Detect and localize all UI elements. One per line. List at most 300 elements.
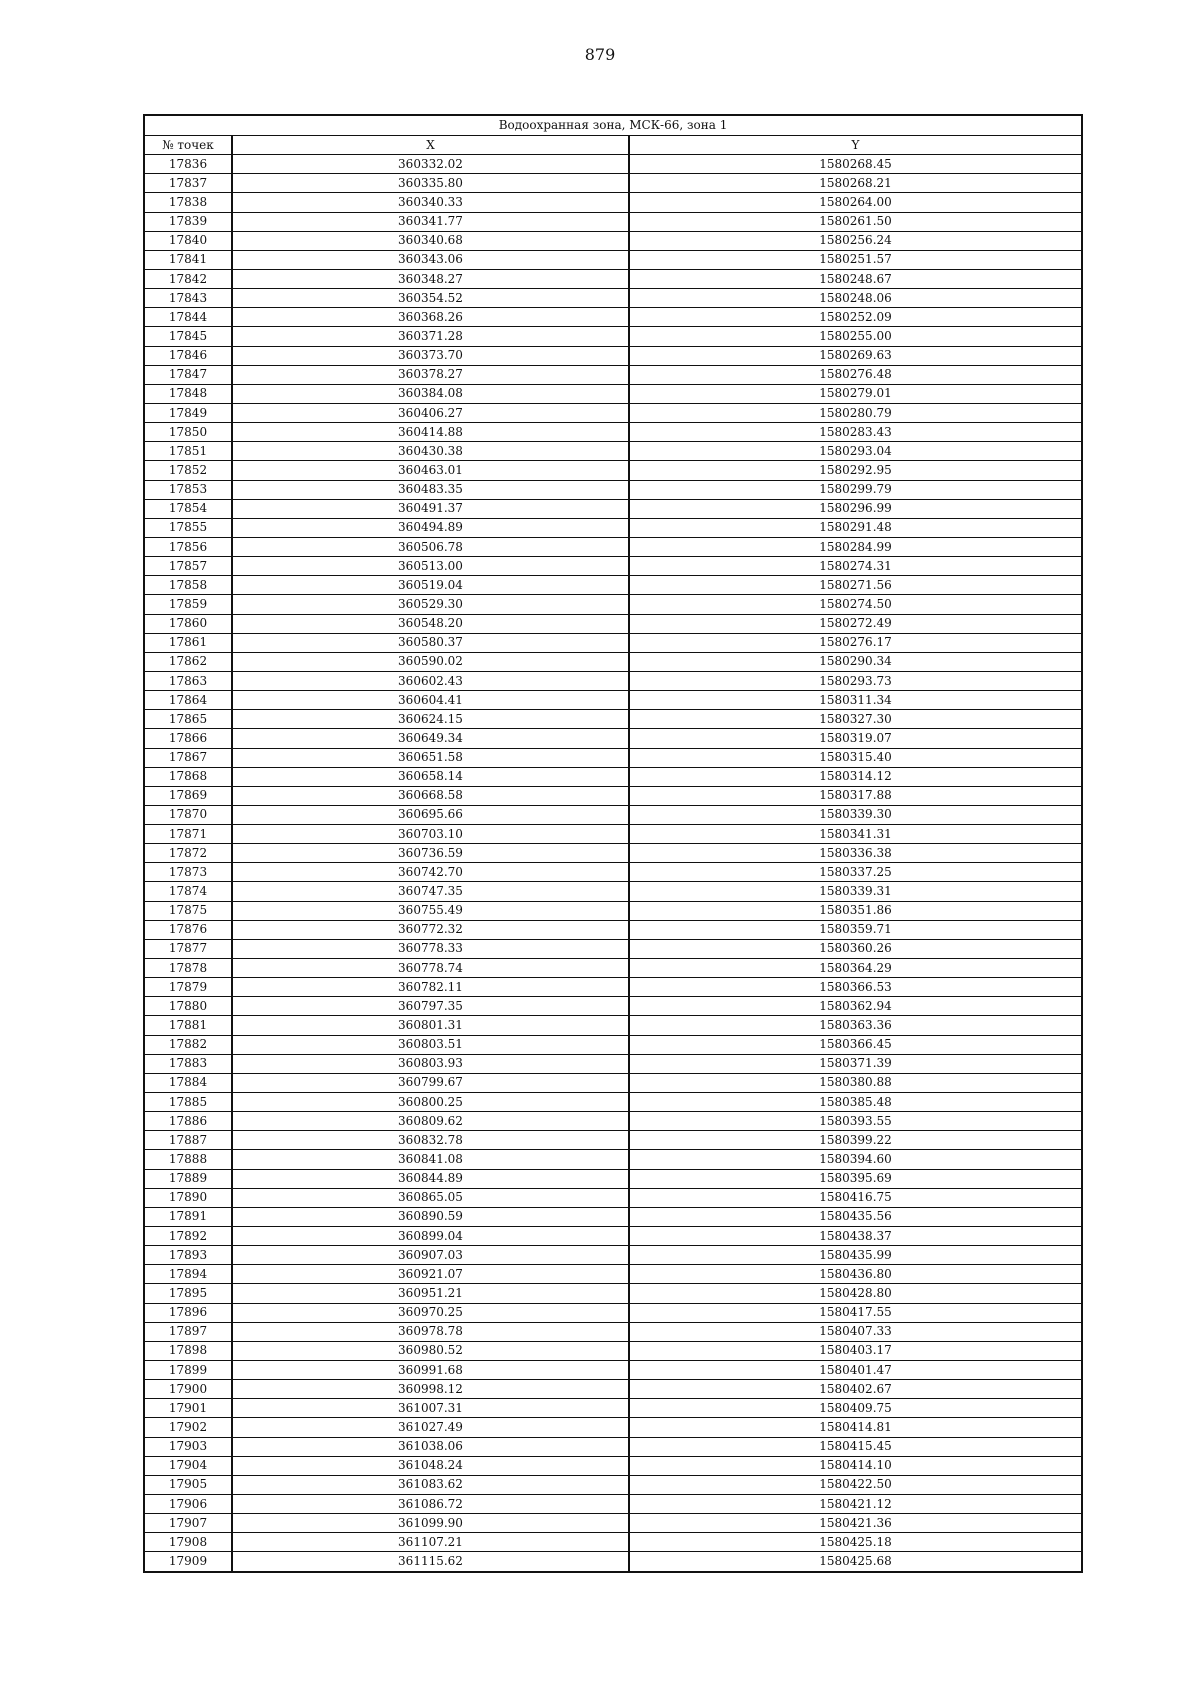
point-number-cell: 17894 xyxy=(144,1265,232,1284)
x-coordinate-cell: 360384.08 xyxy=(232,384,629,403)
point-number-cell: 17903 xyxy=(144,1437,232,1456)
x-coordinate-cell: 360921.07 xyxy=(232,1265,629,1284)
x-coordinate-cell: 360772.32 xyxy=(232,920,629,939)
x-coordinate-cell: 360332.02 xyxy=(232,155,629,174)
y-coordinate-cell: 1580395.69 xyxy=(629,1169,1082,1188)
x-coordinate-cell: 360335.80 xyxy=(232,174,629,193)
table-row xyxy=(144,1494,1082,1513)
table-row xyxy=(144,825,1082,844)
point-number-cell: 17865 xyxy=(144,710,232,729)
table-row xyxy=(144,1552,1082,1572)
table-row xyxy=(144,1303,1082,1322)
y-coordinate-cell: 1580252.09 xyxy=(629,308,1082,327)
point-number-cell: 17907 xyxy=(144,1514,232,1533)
y-coordinate-cell: 1580251.57 xyxy=(629,250,1082,269)
table-body xyxy=(144,155,1082,1572)
x-coordinate-cell: 360494.89 xyxy=(232,518,629,537)
table-row xyxy=(144,1207,1082,1226)
table-row xyxy=(144,1016,1082,1035)
y-coordinate-cell: 1580407.33 xyxy=(629,1322,1082,1341)
x-coordinate-cell: 360602.43 xyxy=(232,671,629,690)
point-number-cell: 17892 xyxy=(144,1227,232,1246)
y-coordinate-cell: 1580371.39 xyxy=(629,1054,1082,1073)
x-coordinate-cell: 360865.05 xyxy=(232,1188,629,1207)
y-coordinate-cell: 1580319.07 xyxy=(629,729,1082,748)
x-coordinate-cell: 360649.34 xyxy=(232,729,629,748)
table-row xyxy=(144,1035,1082,1054)
y-coordinate-cell: 1580256.24 xyxy=(629,231,1082,250)
point-number-cell: 17899 xyxy=(144,1361,232,1380)
point-number-cell: 17845 xyxy=(144,327,232,346)
table-row xyxy=(144,978,1082,997)
y-coordinate-cell: 1580276.48 xyxy=(629,365,1082,384)
table-row xyxy=(144,671,1082,690)
point-number-cell: 17878 xyxy=(144,959,232,978)
table-row xyxy=(144,193,1082,212)
table-row xyxy=(144,1475,1082,1494)
point-number-cell: 17902 xyxy=(144,1418,232,1437)
point-number-cell: 17897 xyxy=(144,1322,232,1341)
point-number-cell: 17888 xyxy=(144,1150,232,1169)
point-number-cell: 17850 xyxy=(144,423,232,442)
x-coordinate-cell: 361086.72 xyxy=(232,1494,629,1513)
y-coordinate-cell: 1580272.49 xyxy=(629,614,1082,633)
point-number-cell: 17852 xyxy=(144,461,232,480)
x-coordinate-cell: 361099.90 xyxy=(232,1514,629,1533)
y-coordinate-cell: 1580293.73 xyxy=(629,671,1082,690)
table-row xyxy=(144,729,1082,748)
table-row xyxy=(144,518,1082,537)
x-coordinate-cell: 360483.35 xyxy=(232,480,629,499)
table-row xyxy=(144,1437,1082,1456)
x-coordinate-cell: 360529.30 xyxy=(232,595,629,614)
point-number-cell: 17895 xyxy=(144,1284,232,1303)
point-number-cell: 17846 xyxy=(144,346,232,365)
point-number-cell: 17882 xyxy=(144,1035,232,1054)
table-row xyxy=(144,250,1082,269)
x-coordinate-cell: 360998.12 xyxy=(232,1380,629,1399)
x-coordinate-cell: 360978.78 xyxy=(232,1322,629,1341)
header-point-number: № точек xyxy=(144,136,232,155)
x-coordinate-cell: 360801.31 xyxy=(232,1016,629,1035)
y-coordinate-cell: 1580393.55 xyxy=(629,1112,1082,1131)
table-row xyxy=(144,499,1082,518)
point-number-cell: 17851 xyxy=(144,442,232,461)
y-coordinate-cell: 1580364.29 xyxy=(629,959,1082,978)
table-row xyxy=(144,461,1082,480)
table-row xyxy=(144,1054,1082,1073)
x-coordinate-cell: 360668.58 xyxy=(232,786,629,805)
y-coordinate-cell: 1580269.63 xyxy=(629,346,1082,365)
y-coordinate-cell: 1580274.31 xyxy=(629,557,1082,576)
y-coordinate-cell: 1580271.56 xyxy=(629,576,1082,595)
y-coordinate-cell: 1580280.79 xyxy=(629,403,1082,422)
table-row xyxy=(144,212,1082,231)
table-row xyxy=(144,1073,1082,1092)
point-number-cell: 17880 xyxy=(144,997,232,1016)
y-coordinate-cell: 1580435.56 xyxy=(629,1207,1082,1226)
x-coordinate-cell: 360406.27 xyxy=(232,403,629,422)
y-coordinate-cell: 1580385.48 xyxy=(629,1093,1082,1112)
x-coordinate-cell: 360368.26 xyxy=(232,308,629,327)
table-row xyxy=(144,959,1082,978)
table-row xyxy=(144,442,1082,461)
header-y: Y xyxy=(629,136,1082,155)
y-coordinate-cell: 1580351.86 xyxy=(629,901,1082,920)
x-coordinate-cell: 360548.20 xyxy=(232,614,629,633)
header-x: X xyxy=(232,136,629,155)
table-row xyxy=(144,1246,1082,1265)
table-row xyxy=(144,652,1082,671)
table-row xyxy=(144,710,1082,729)
table-row xyxy=(144,882,1082,901)
y-coordinate-cell: 1580414.81 xyxy=(629,1418,1082,1437)
x-coordinate-cell: 360430.38 xyxy=(232,442,629,461)
y-coordinate-cell: 1580293.04 xyxy=(629,442,1082,461)
table-row xyxy=(144,1227,1082,1246)
point-number-cell: 17881 xyxy=(144,1016,232,1035)
point-number-cell: 17887 xyxy=(144,1131,232,1150)
point-number-cell: 17886 xyxy=(144,1112,232,1131)
x-coordinate-cell: 360899.04 xyxy=(232,1227,629,1246)
y-coordinate-cell: 1580268.45 xyxy=(629,155,1082,174)
x-coordinate-cell: 360832.78 xyxy=(232,1131,629,1150)
point-number-cell: 17879 xyxy=(144,978,232,997)
x-coordinate-cell: 360755.49 xyxy=(232,901,629,920)
y-coordinate-cell: 1580359.71 xyxy=(629,920,1082,939)
table-row xyxy=(144,155,1082,174)
table-row xyxy=(144,1418,1082,1437)
table-row xyxy=(144,595,1082,614)
y-coordinate-cell: 1580360.26 xyxy=(629,939,1082,958)
y-coordinate-cell: 1580438.37 xyxy=(629,1227,1082,1246)
point-number-cell: 17908 xyxy=(144,1533,232,1552)
x-coordinate-cell: 360491.37 xyxy=(232,499,629,518)
point-number-cell: 17885 xyxy=(144,1093,232,1112)
point-number-cell: 17904 xyxy=(144,1456,232,1475)
coordinates-table xyxy=(143,114,1083,1573)
x-coordinate-cell: 360651.58 xyxy=(232,748,629,767)
y-coordinate-cell: 1580248.67 xyxy=(629,269,1082,288)
x-coordinate-cell: 360797.35 xyxy=(232,997,629,1016)
x-coordinate-cell: 360782.11 xyxy=(232,978,629,997)
y-coordinate-cell: 1580284.99 xyxy=(629,537,1082,556)
y-coordinate-cell: 1580414.10 xyxy=(629,1456,1082,1475)
y-coordinate-cell: 1580380.88 xyxy=(629,1073,1082,1092)
point-number-cell: 17874 xyxy=(144,882,232,901)
point-number-cell: 17853 xyxy=(144,480,232,499)
y-coordinate-cell: 1580276.17 xyxy=(629,633,1082,652)
x-coordinate-cell: 360907.03 xyxy=(232,1246,629,1265)
table-title-row xyxy=(144,115,1082,136)
table-row xyxy=(144,346,1082,365)
table-row xyxy=(144,1131,1082,1150)
x-coordinate-cell: 360800.25 xyxy=(232,1093,629,1112)
y-coordinate-cell: 1580402.67 xyxy=(629,1380,1082,1399)
y-coordinate-cell: 1580366.53 xyxy=(629,978,1082,997)
point-number-cell: 17898 xyxy=(144,1341,232,1360)
table-row xyxy=(144,1514,1082,1533)
table-row xyxy=(144,633,1082,652)
x-coordinate-cell: 361007.31 xyxy=(232,1399,629,1418)
x-coordinate-cell: 360841.08 xyxy=(232,1150,629,1169)
x-coordinate-cell: 360506.78 xyxy=(232,537,629,556)
point-number-cell: 17891 xyxy=(144,1207,232,1226)
y-coordinate-cell: 1580339.30 xyxy=(629,805,1082,824)
point-number-cell: 17869 xyxy=(144,786,232,805)
table-row xyxy=(144,1169,1082,1188)
table-row xyxy=(144,805,1082,824)
table-row xyxy=(144,557,1082,576)
y-coordinate-cell: 1580403.17 xyxy=(629,1341,1082,1360)
table-header-row xyxy=(144,136,1082,155)
x-coordinate-cell: 360747.35 xyxy=(232,882,629,901)
table-row xyxy=(144,614,1082,633)
x-coordinate-cell: 360703.10 xyxy=(232,825,629,844)
x-coordinate-cell: 360736.59 xyxy=(232,844,629,863)
table-row xyxy=(144,1112,1082,1131)
point-number-cell: 17843 xyxy=(144,289,232,308)
point-number-cell: 17848 xyxy=(144,384,232,403)
y-coordinate-cell: 1580264.00 xyxy=(629,193,1082,212)
x-coordinate-cell: 360378.27 xyxy=(232,365,629,384)
x-coordinate-cell: 360604.41 xyxy=(232,691,629,710)
x-coordinate-cell: 360890.59 xyxy=(232,1207,629,1226)
point-number-cell: 17840 xyxy=(144,231,232,250)
y-coordinate-cell: 1580425.68 xyxy=(629,1552,1082,1572)
table-row xyxy=(144,174,1082,193)
y-coordinate-cell: 1580292.95 xyxy=(629,461,1082,480)
x-coordinate-cell: 360695.66 xyxy=(232,805,629,824)
x-coordinate-cell: 360980.52 xyxy=(232,1341,629,1360)
y-coordinate-cell: 1580311.34 xyxy=(629,691,1082,710)
y-coordinate-cell: 1580274.50 xyxy=(629,595,1082,614)
table-row xyxy=(144,384,1082,403)
y-coordinate-cell: 1580290.34 xyxy=(629,652,1082,671)
point-number-cell: 17854 xyxy=(144,499,232,518)
x-coordinate-cell: 360463.01 xyxy=(232,461,629,480)
table-row xyxy=(144,767,1082,786)
y-coordinate-cell: 1580362.94 xyxy=(629,997,1082,1016)
point-number-cell: 17841 xyxy=(144,250,232,269)
table-title: Водоохранная зона, МСК-66, зона 1 xyxy=(144,115,1082,136)
x-coordinate-cell: 361083.62 xyxy=(232,1475,629,1494)
point-number-cell: 17884 xyxy=(144,1073,232,1092)
x-coordinate-cell: 360354.52 xyxy=(232,289,629,308)
table-row xyxy=(144,480,1082,499)
table-row xyxy=(144,786,1082,805)
table-row xyxy=(144,1361,1082,1380)
point-number-cell: 17890 xyxy=(144,1188,232,1207)
table-row xyxy=(144,365,1082,384)
y-coordinate-cell: 1580399.22 xyxy=(629,1131,1082,1150)
point-number-cell: 17868 xyxy=(144,767,232,786)
point-number-cell: 17877 xyxy=(144,939,232,958)
y-coordinate-cell: 1580341.31 xyxy=(629,825,1082,844)
x-coordinate-cell: 360513.00 xyxy=(232,557,629,576)
point-number-cell: 17870 xyxy=(144,805,232,824)
table-row xyxy=(144,1456,1082,1475)
point-number-cell: 17858 xyxy=(144,576,232,595)
x-coordinate-cell: 360373.70 xyxy=(232,346,629,365)
x-coordinate-cell: 361115.62 xyxy=(232,1552,629,1572)
point-number-cell: 17838 xyxy=(144,193,232,212)
table-row xyxy=(144,997,1082,1016)
x-coordinate-cell: 360799.67 xyxy=(232,1073,629,1092)
point-number-cell: 17867 xyxy=(144,748,232,767)
point-number-cell: 17906 xyxy=(144,1494,232,1513)
x-coordinate-cell: 361027.49 xyxy=(232,1418,629,1437)
table-row xyxy=(144,289,1082,308)
point-number-cell: 17842 xyxy=(144,269,232,288)
table-row xyxy=(144,1150,1082,1169)
x-coordinate-cell: 360809.62 xyxy=(232,1112,629,1131)
table-row xyxy=(144,748,1082,767)
y-coordinate-cell: 1580327.30 xyxy=(629,710,1082,729)
y-coordinate-cell: 1580291.48 xyxy=(629,518,1082,537)
point-number-cell: 17837 xyxy=(144,174,232,193)
point-number-cell: 17855 xyxy=(144,518,232,537)
point-number-cell: 17901 xyxy=(144,1399,232,1418)
point-number-cell: 17866 xyxy=(144,729,232,748)
x-coordinate-cell: 360348.27 xyxy=(232,269,629,288)
table-row xyxy=(144,269,1082,288)
y-coordinate-cell: 1580299.79 xyxy=(629,480,1082,499)
x-coordinate-cell: 360340.33 xyxy=(232,193,629,212)
x-coordinate-cell: 360778.33 xyxy=(232,939,629,958)
y-coordinate-cell: 1580363.36 xyxy=(629,1016,1082,1035)
point-number-cell: 17893 xyxy=(144,1246,232,1265)
y-coordinate-cell: 1580337.25 xyxy=(629,863,1082,882)
table-row xyxy=(144,1265,1082,1284)
point-number-cell: 17844 xyxy=(144,308,232,327)
x-coordinate-cell: 360624.15 xyxy=(232,710,629,729)
table-row xyxy=(144,1380,1082,1399)
x-coordinate-cell: 360414.88 xyxy=(232,423,629,442)
table-row xyxy=(144,920,1082,939)
x-coordinate-cell: 360658.14 xyxy=(232,767,629,786)
x-coordinate-cell: 361048.24 xyxy=(232,1456,629,1475)
y-coordinate-cell: 1580421.36 xyxy=(629,1514,1082,1533)
table-row xyxy=(144,901,1082,920)
x-coordinate-cell: 360590.02 xyxy=(232,652,629,671)
table-row xyxy=(144,1533,1082,1552)
y-coordinate-cell: 1580296.99 xyxy=(629,499,1082,518)
point-number-cell: 17883 xyxy=(144,1054,232,1073)
y-coordinate-cell: 1580315.40 xyxy=(629,748,1082,767)
point-number-cell: 17849 xyxy=(144,403,232,422)
table-row xyxy=(144,403,1082,422)
point-number-cell: 17863 xyxy=(144,671,232,690)
x-coordinate-cell: 361038.06 xyxy=(232,1437,629,1456)
point-number-cell: 17860 xyxy=(144,614,232,633)
point-number-cell: 17905 xyxy=(144,1475,232,1494)
y-coordinate-cell: 1580366.45 xyxy=(629,1035,1082,1054)
table-row xyxy=(144,537,1082,556)
x-coordinate-cell: 360742.70 xyxy=(232,863,629,882)
y-coordinate-cell: 1580279.01 xyxy=(629,384,1082,403)
point-number-cell: 17836 xyxy=(144,155,232,174)
table-row xyxy=(144,1322,1082,1341)
y-coordinate-cell: 1580339.31 xyxy=(629,882,1082,901)
table-row xyxy=(144,231,1082,250)
x-coordinate-cell: 360341.77 xyxy=(232,212,629,231)
point-number-cell: 17889 xyxy=(144,1169,232,1188)
point-number-cell: 17861 xyxy=(144,633,232,652)
y-coordinate-cell: 1580421.12 xyxy=(629,1494,1082,1513)
table-row xyxy=(144,1284,1082,1303)
x-coordinate-cell: 360803.51 xyxy=(232,1035,629,1054)
point-number-cell: 17872 xyxy=(144,844,232,863)
table-row xyxy=(144,844,1082,863)
table-row xyxy=(144,939,1082,958)
x-coordinate-cell: 360778.74 xyxy=(232,959,629,978)
y-coordinate-cell: 1580415.45 xyxy=(629,1437,1082,1456)
x-coordinate-cell: 360951.21 xyxy=(232,1284,629,1303)
table-row xyxy=(144,863,1082,882)
table-row xyxy=(144,576,1082,595)
table-row xyxy=(144,1093,1082,1112)
y-coordinate-cell: 1580425.18 xyxy=(629,1533,1082,1552)
x-coordinate-cell: 360580.37 xyxy=(232,633,629,652)
x-coordinate-cell: 361107.21 xyxy=(232,1533,629,1552)
y-coordinate-cell: 1580409.75 xyxy=(629,1399,1082,1418)
point-number-cell: 17839 xyxy=(144,212,232,231)
point-number-cell: 17873 xyxy=(144,863,232,882)
y-coordinate-cell: 1580435.99 xyxy=(629,1246,1082,1265)
point-number-cell: 17875 xyxy=(144,901,232,920)
y-coordinate-cell: 1580261.50 xyxy=(629,212,1082,231)
point-number-cell: 17859 xyxy=(144,595,232,614)
y-coordinate-cell: 1580248.06 xyxy=(629,289,1082,308)
table-row xyxy=(144,1399,1082,1418)
point-number-cell: 17876 xyxy=(144,920,232,939)
point-number-cell: 17871 xyxy=(144,825,232,844)
y-coordinate-cell: 1580255.00 xyxy=(629,327,1082,346)
x-coordinate-cell: 360803.93 xyxy=(232,1054,629,1073)
y-coordinate-cell: 1580317.88 xyxy=(629,786,1082,805)
table-row xyxy=(144,1341,1082,1360)
table-row xyxy=(144,423,1082,442)
y-coordinate-cell: 1580422.50 xyxy=(629,1475,1082,1494)
y-coordinate-cell: 1580401.47 xyxy=(629,1361,1082,1380)
y-coordinate-cell: 1580428.80 xyxy=(629,1284,1082,1303)
point-number-cell: 17862 xyxy=(144,652,232,671)
y-coordinate-cell: 1580283.43 xyxy=(629,423,1082,442)
x-coordinate-cell: 360343.06 xyxy=(232,250,629,269)
y-coordinate-cell: 1580416.75 xyxy=(629,1188,1082,1207)
y-coordinate-cell: 1580417.55 xyxy=(629,1303,1082,1322)
table-row xyxy=(144,308,1082,327)
point-number-cell: 17909 xyxy=(144,1552,232,1572)
y-coordinate-cell: 1580436.80 xyxy=(629,1265,1082,1284)
point-number-cell: 17856 xyxy=(144,537,232,556)
x-coordinate-cell: 360519.04 xyxy=(232,576,629,595)
point-number-cell: 17847 xyxy=(144,365,232,384)
page-number: 879 xyxy=(584,45,616,64)
table-row xyxy=(144,1188,1082,1207)
x-coordinate-cell: 360970.25 xyxy=(232,1303,629,1322)
y-coordinate-cell: 1580336.38 xyxy=(629,844,1082,863)
table-row xyxy=(144,327,1082,346)
table-row xyxy=(144,691,1082,710)
point-number-cell: 17864 xyxy=(144,691,232,710)
point-number-cell: 17857 xyxy=(144,557,232,576)
point-number-cell: 17896 xyxy=(144,1303,232,1322)
x-coordinate-cell: 360340.68 xyxy=(232,231,629,250)
point-number-cell: 17900 xyxy=(144,1380,232,1399)
x-coordinate-cell: 360991.68 xyxy=(232,1361,629,1380)
